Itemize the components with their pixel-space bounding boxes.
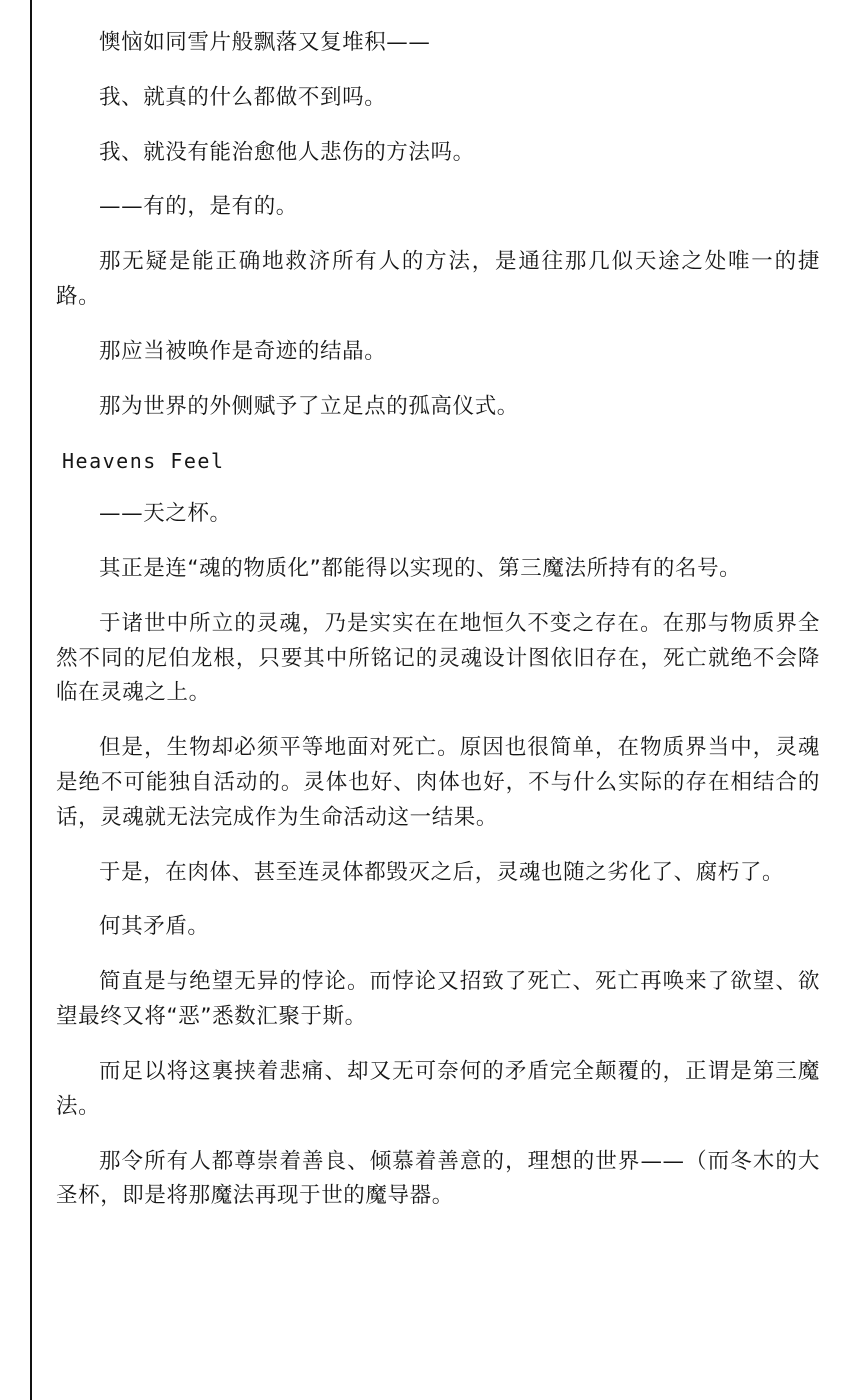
paragraph: 我、就没有能治愈他人悲伤的方法吗。 (99, 139, 475, 165)
paragraph: 简直是与绝望无异的悖论。而悖论又招致了死亡、死亡再唤来了欲望、欲望最终又将“恶”悉数汇聚于斯。 (56, 969, 820, 1030)
paragraph: 那为世界的外侧赋予了立足点的孤高仪式。 (99, 393, 519, 419)
paragraph: 其正是连“魂的物质化”都能得以实现的、第三魔法所持有的名号。 (99, 555, 742, 581)
paragraph-latin-title: Heavens Feel (62, 448, 225, 473)
paragraph: 但是，生物却必须平等地面对死亡。原因也很简单，在物质界当中，灵魂是绝不可能独自活动的。灵体也好、肉体也好，不与什么实际的存在相结合的话，灵魂就无法完成作为生命活动这一结果。 (56, 735, 820, 830)
paragraph: 于是，在肉体、甚至连灵体都毁灭之后，灵魂也随之劣化了、腐朽了。 (99, 859, 785, 885)
paragraph: 那令所有人都尊崇着善良、倾慕着善意的，理想的世界——（而冬木的大圣杯，即是将那魔法再现于世的魔导器。 (56, 1148, 820, 1209)
page-left-rule (30, 0, 32, 1400)
paragraph: ——有的，是有的。 (99, 194, 298, 220)
paragraph: 而足以将这裏挟着悲痛、却又无可奈何的矛盾完全颠覆的，正谓是第三魔法。 (56, 1058, 820, 1119)
paragraph: ——天之杯。 (99, 501, 232, 527)
paragraph: 那应当被唤作是奇迹的结晶。 (99, 338, 387, 364)
paragraph: 那无疑是能正确地救济所有人的方法，是通往那几似天途之处唯一的捷路。 (56, 249, 820, 310)
paragraph: 何其矛盾。 (99, 914, 210, 940)
paragraph: 懊恼如同雪片般飘落又复堆积—— (99, 30, 431, 55)
document-body (56, 26, 820, 1234)
paragraph: 我、就真的什么都做不到吗。 (99, 84, 387, 110)
paragraph: 于诸世中所立的灵魂，乃是实实在在地恒久不变之存在。在那与物质界全然不同的尼伯龙根，只要其中所铭记的灵魂设计图依旧存在，死亡就绝不会降临在灵魂之上。 (56, 610, 820, 706)
